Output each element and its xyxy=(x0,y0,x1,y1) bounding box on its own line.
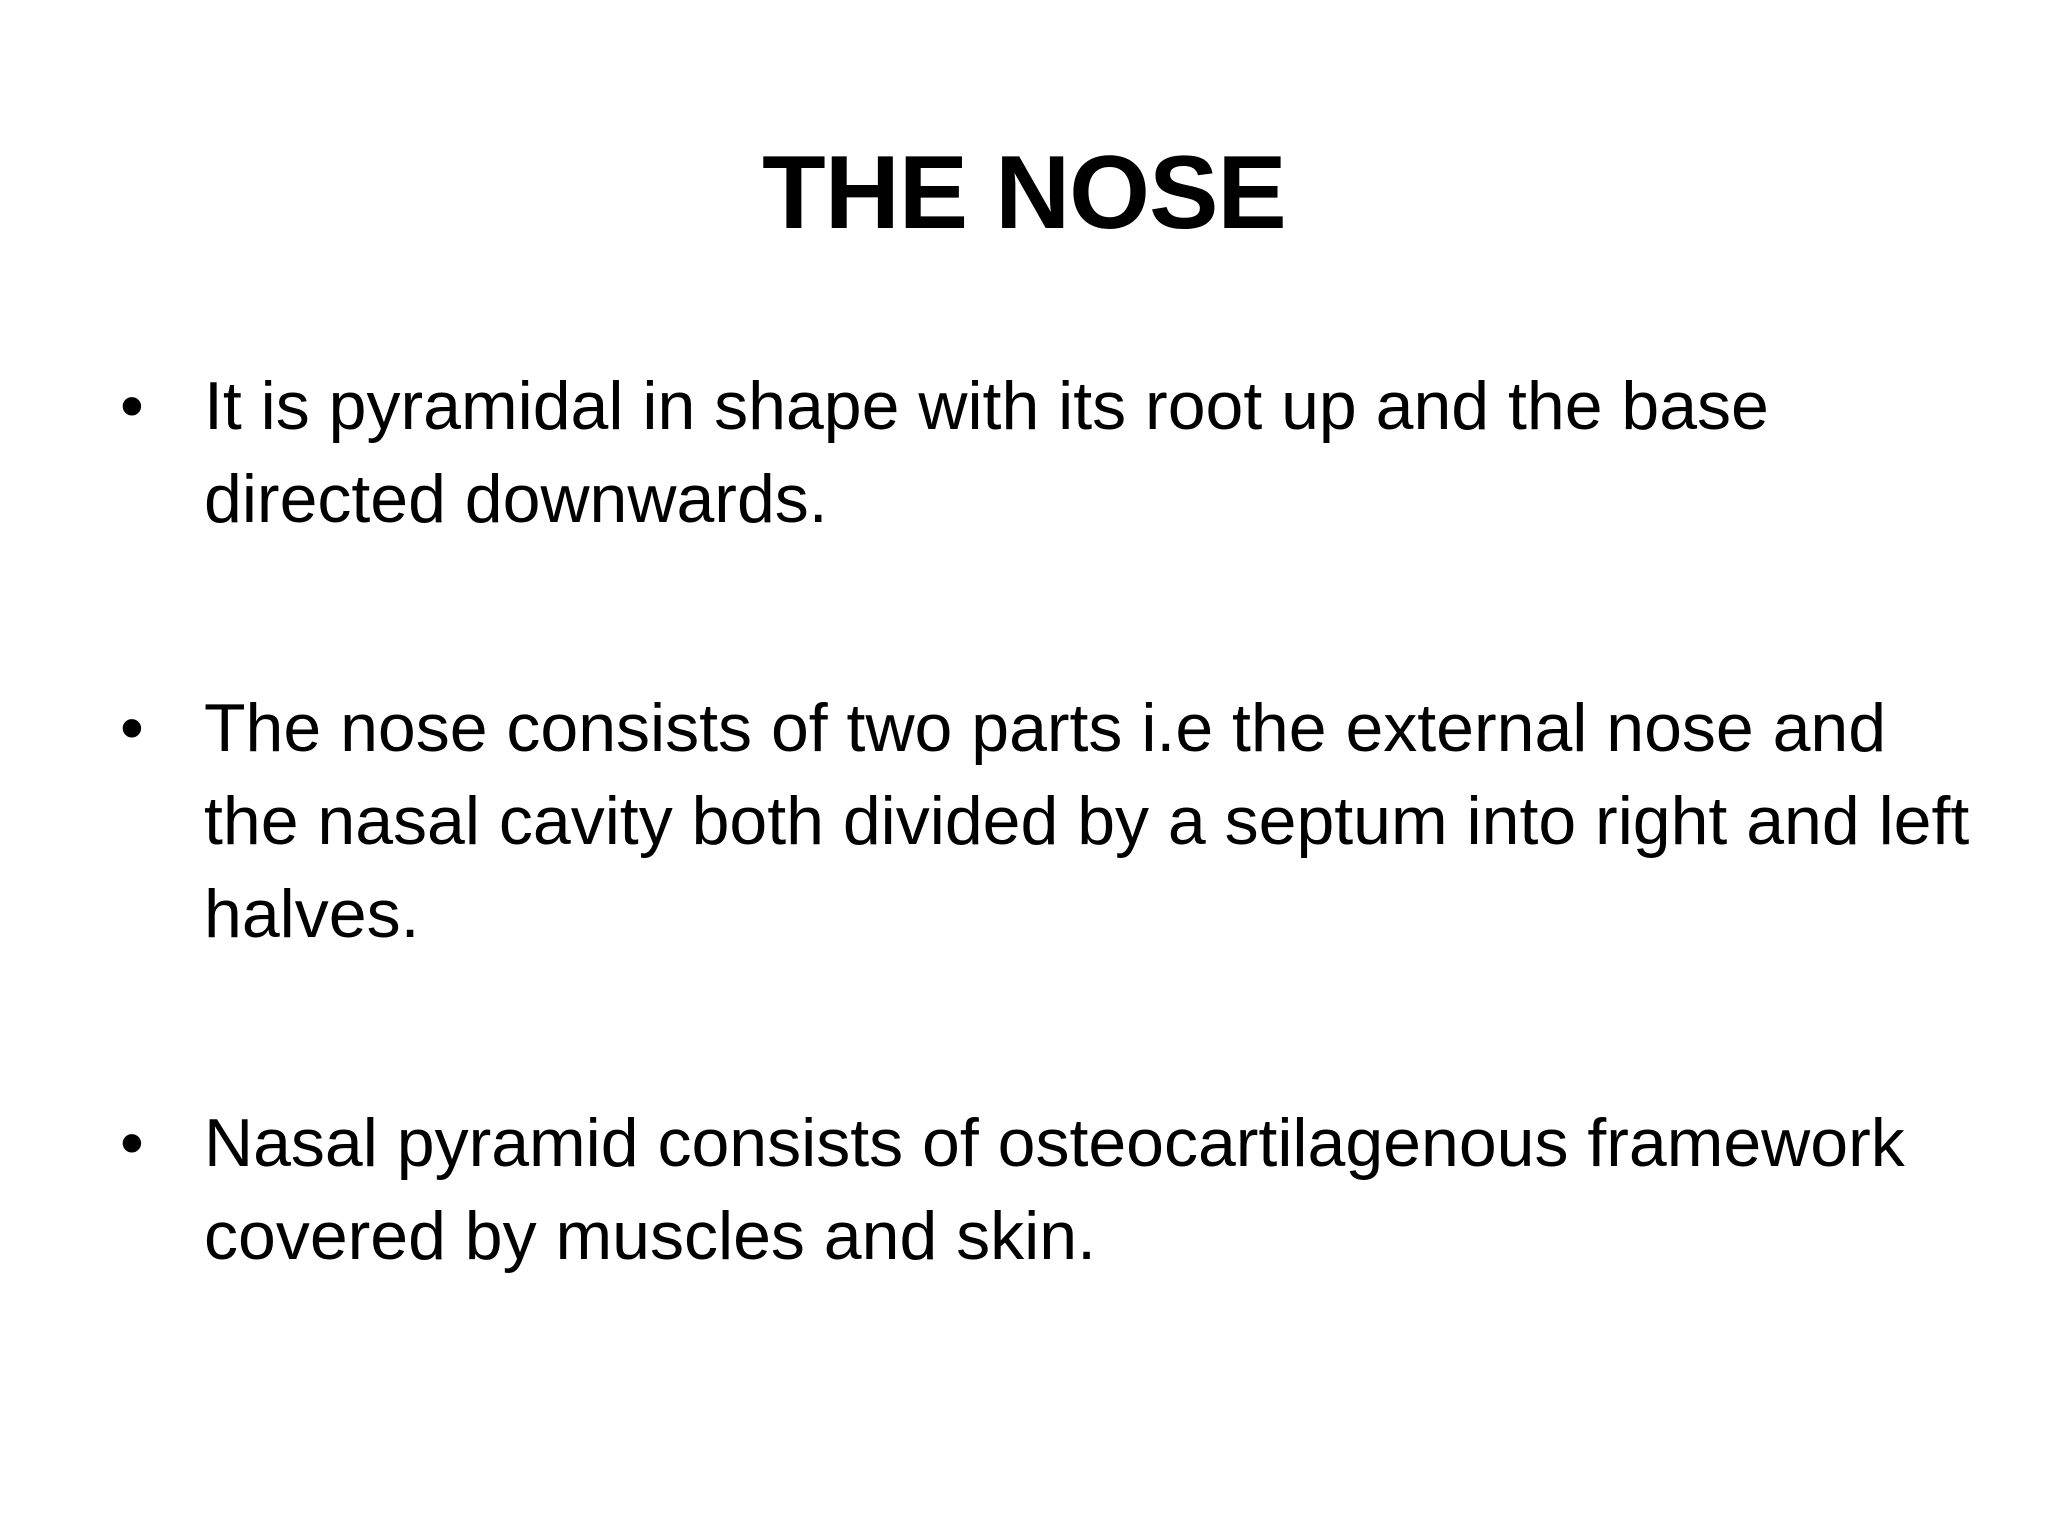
bullet-item xyxy=(120,1097,1980,1283)
bullet-text: The nose consists of two parts i.e the external nose and the nasal cavity both divided by a septum into right and left halves. xyxy=(204,690,1970,952)
bullet-text: It is pyramidal in shape with its root up and the base directed downwards. xyxy=(204,368,1769,537)
bullet-item xyxy=(120,360,1980,546)
bullet-item xyxy=(120,682,1980,961)
bullet-point-icon: • xyxy=(120,1105,144,1181)
bullet-point-icon: • xyxy=(120,368,144,444)
slide-title: THE NOSE xyxy=(762,135,1286,251)
bullet-list xyxy=(120,360,1980,1419)
bullet-point-icon: • xyxy=(120,690,144,766)
bullet-text: Nasal pyramid consists of osteocartilagenous framework covered by muscles and skin. xyxy=(204,1105,1905,1274)
